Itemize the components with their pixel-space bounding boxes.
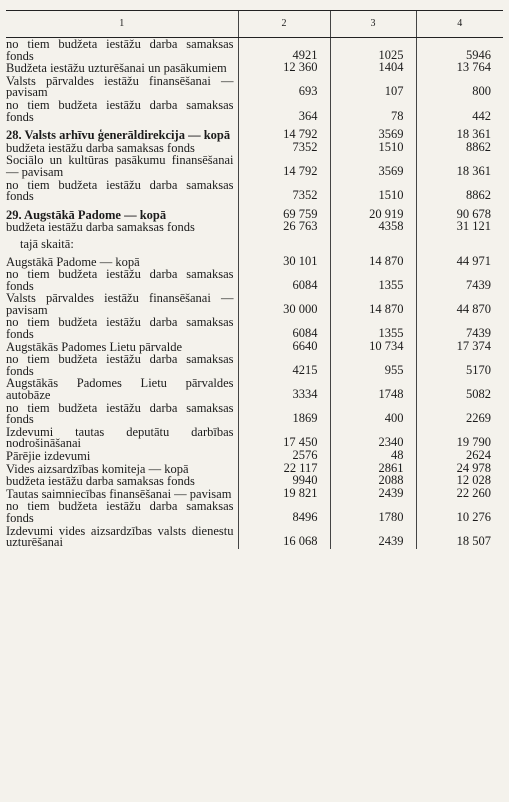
value-cell-c3: 955 — [330, 353, 416, 377]
row-label-cell — [6, 203, 238, 222]
table-row — [6, 353, 503, 377]
table-row — [6, 38, 503, 63]
row-label: Augstākās Padomes Lietu pārvalde — [6, 339, 182, 354]
value-cell-c3: 1510 — [330, 179, 416, 203]
value-cell-c3: 1510 — [330, 142, 416, 155]
row-label-cell — [6, 377, 238, 401]
value-cell-c4: 10 276 — [416, 500, 503, 524]
table-row — [6, 179, 503, 203]
value-cell-c2: 17 450 — [238, 426, 330, 450]
row-label-cell — [6, 179, 238, 203]
table-row — [6, 475, 503, 488]
value-cell-c3: 48 — [330, 450, 416, 463]
value-cell-c2: 3334 — [238, 377, 330, 401]
value-cell-c4: 8862 — [416, 179, 503, 203]
row-label: no tiem budžeta iestāžu darba samaksas fonds — [6, 352, 234, 378]
value-cell-c4: 2624 — [416, 450, 503, 463]
row-label: Augstākās Padomes Lietu pārvaldes autobāze — [6, 376, 234, 403]
value-cell-c2: 6084 — [238, 268, 330, 292]
value-cell-c4 — [416, 234, 503, 256]
row-label: no tiem budžeta iestāžu darba samaksas fonds — [6, 97, 234, 124]
value-cell-c2: 14 792 — [238, 123, 330, 142]
value-cell-c4: 12 028 — [416, 475, 503, 488]
row-label-cell — [6, 316, 238, 340]
value-cell-c3: 2439 — [330, 525, 416, 549]
col-4-header: 4 — [416, 11, 503, 38]
value-cell-c3: 107 — [330, 75, 416, 99]
table-row — [6, 450, 503, 463]
value-cell-c3: 1025 — [330, 38, 416, 63]
col-3-header: 3 — [330, 11, 416, 38]
row-label: budžeta iestāžu darba samaksas fonds — [6, 220, 195, 235]
row-label-cell — [6, 353, 238, 377]
row-label-cell — [6, 234, 238, 256]
value-cell-c3: 78 — [330, 99, 416, 123]
value-cell-c4: 18 361 — [416, 154, 503, 178]
value-cell-c4: 442 — [416, 99, 503, 123]
value-cell-c3: 4358 — [330, 221, 416, 234]
value-cell-c4: 24 978 — [416, 463, 503, 476]
row-label: Vides aizsardzības komiteja — kopā — [6, 461, 189, 476]
row-label-cell — [6, 500, 238, 524]
value-cell-c4: 13 764 — [416, 62, 503, 75]
row-label: Budžeta iestāžu uzturēšanai un pasākumiem — [6, 61, 227, 76]
value-cell-c2: 19 821 — [238, 488, 330, 501]
value-cell-c3: 2340 — [330, 426, 416, 450]
row-label-cell — [6, 75, 238, 99]
value-cell-c4: 800 — [416, 75, 503, 99]
col-1-header: 1 — [6, 11, 238, 38]
value-cell-c4: 5946 — [416, 38, 503, 63]
value-cell-c4: 7439 — [416, 268, 503, 292]
row-label: no tiem budžeta iestāžu darba samaksas fonds — [6, 315, 234, 342]
value-cell-c2: 364 — [238, 99, 330, 123]
row-label: Tautas saimniecības finansēšanai — pavisam — [6, 486, 232, 501]
table-row — [6, 234, 503, 256]
value-cell-c3: 1355 — [330, 316, 416, 340]
value-cell-c2: 6640 — [238, 341, 330, 354]
table-row — [6, 221, 503, 234]
value-cell-c2: 69 759 — [238, 203, 330, 222]
table-row — [6, 292, 503, 316]
row-label: Izdevumi vides aizsardzības valsts dienestu uzturēšanai — [6, 523, 234, 550]
value-cell-c4: 5082 — [416, 377, 503, 401]
table-row — [6, 402, 503, 426]
value-cell-c3: 14 870 — [330, 256, 416, 269]
header-row — [6, 11, 503, 38]
row-label: budžeta iestāžu darba samaksas fonds — [6, 140, 195, 155]
table-row — [6, 154, 503, 178]
value-cell-c3: 2861 — [330, 463, 416, 476]
value-cell-c2: 26 763 — [238, 221, 330, 234]
value-cell-c3: 2439 — [330, 488, 416, 501]
table-row — [6, 268, 503, 292]
row-label: 29. Augstākā Padome — kopā — [6, 207, 167, 222]
row-label-cell — [6, 221, 238, 234]
row-label-cell — [6, 62, 238, 75]
value-cell-c2: 7352 — [238, 142, 330, 155]
row-label-cell — [6, 475, 238, 488]
value-cell-c2: 30 101 — [238, 256, 330, 269]
value-cell-c4: 90 678 — [416, 203, 503, 222]
value-cell-c4: 44 971 — [416, 256, 503, 269]
col-2-header: 2 — [238, 11, 330, 38]
table-row — [6, 500, 503, 524]
row-label-cell — [6, 123, 238, 142]
value-cell-c2: 2576 — [238, 450, 330, 463]
row-label-cell — [6, 292, 238, 316]
row-label: Valsts pārvaldes iestāžu finansēšanai — pavisam — [6, 73, 234, 100]
row-label: no tiem budžeta iestāžu darba samaksas fonds — [6, 400, 234, 427]
value-cell-c4: 7439 — [416, 316, 503, 340]
value-cell-c2: 4215 — [238, 353, 330, 377]
value-cell-c3: 1748 — [330, 377, 416, 401]
table-row — [6, 203, 503, 222]
row-label-cell — [6, 268, 238, 292]
row-label: 28. Valsts arhīvu ģenerāldirekcija — kopā — [6, 128, 231, 143]
value-cell-c2: 14 792 — [238, 154, 330, 178]
value-cell-c2: 22 117 — [238, 463, 330, 476]
table-row — [6, 62, 503, 75]
budget-table — [6, 10, 503, 549]
value-cell-c3: 14 870 — [330, 292, 416, 316]
value-cell-c2: 12 360 — [238, 62, 330, 75]
value-cell-c2: 30 000 — [238, 292, 330, 316]
row-label: no tiem budžeta iestāžu darba samaksas fonds — [6, 499, 234, 525]
row-label: no tiem budžeta iestāžu darba samaksas fonds — [6, 267, 234, 293]
row-label: Izdevumi tautas deputātu darbības nodrošināšanai — [6, 424, 234, 451]
value-cell-c3: 20 919 — [330, 203, 416, 222]
value-cell-c3: 400 — [330, 402, 416, 426]
row-label: Valsts pārvaldes iestāžu finansēšanai — pavisam — [6, 291, 234, 317]
table-body — [6, 38, 503, 549]
row-label-cell — [6, 426, 238, 450]
row-label: tajā skaitā: — [20, 236, 74, 251]
row-label: budžeta iestāžu darba samaksas fonds — [6, 474, 195, 489]
value-cell-c2: 7352 — [238, 179, 330, 203]
value-cell-c3: 10 734 — [330, 341, 416, 354]
row-label-cell — [6, 402, 238, 426]
table-row — [6, 377, 503, 401]
value-cell-c2: 8496 — [238, 500, 330, 524]
value-cell-c2: 6084 — [238, 316, 330, 340]
value-cell-c3: 1780 — [330, 500, 416, 524]
value-cell-c2: 9940 — [238, 475, 330, 488]
row-label: Augstākā Padome — kopā — [6, 254, 140, 269]
value-cell-c3: 3569 — [330, 154, 416, 178]
row-label-cell — [6, 525, 238, 549]
value-cell-c4: 44 870 — [416, 292, 503, 316]
table-row — [6, 123, 503, 142]
value-cell-c2: 693 — [238, 75, 330, 99]
table-row — [6, 426, 503, 450]
row-label-cell — [6, 154, 238, 178]
table-row — [6, 75, 503, 99]
value-cell-c2: 4921 — [238, 38, 330, 63]
table-row — [6, 525, 503, 549]
value-cell-c4: 18 361 — [416, 123, 503, 142]
value-cell-c3: 3569 — [330, 123, 416, 142]
row-label: no tiem budžeta iestāžu darba samaksas fonds — [6, 37, 234, 63]
value-cell-c2: 16 068 — [238, 525, 330, 549]
value-cell-c3 — [330, 234, 416, 256]
value-cell-c3: 1355 — [330, 268, 416, 292]
row-label-cell — [6, 38, 238, 63]
row-label-cell — [6, 99, 238, 123]
value-cell-c4: 19 790 — [416, 426, 503, 450]
value-cell-c4: 22 260 — [416, 488, 503, 501]
value-cell-c2 — [238, 234, 330, 256]
value-cell-c4: 18 507 — [416, 525, 503, 549]
value-cell-c4: 17 374 — [416, 341, 503, 354]
value-cell-c4: 31 121 — [416, 221, 503, 234]
table-row — [6, 316, 503, 340]
table-header — [6, 11, 503, 38]
row-label-cell — [6, 450, 238, 463]
value-cell-c4: 5170 — [416, 353, 503, 377]
value-cell-c3: 2088 — [330, 475, 416, 488]
row-label: Pārējie izdevumi — [6, 449, 91, 463]
row-label: Sociālo un kultūras pasākumu finansēšanai — pavisam — [6, 153, 234, 179]
value-cell-c2: 1869 — [238, 402, 330, 426]
table-row — [6, 99, 503, 123]
value-cell-c4: 2269 — [416, 402, 503, 426]
value-cell-c4: 8862 — [416, 142, 503, 155]
value-cell-c3: 1404 — [330, 62, 416, 75]
row-label: no tiem budžeta iestāžu darba samaksas fonds — [6, 177, 234, 204]
